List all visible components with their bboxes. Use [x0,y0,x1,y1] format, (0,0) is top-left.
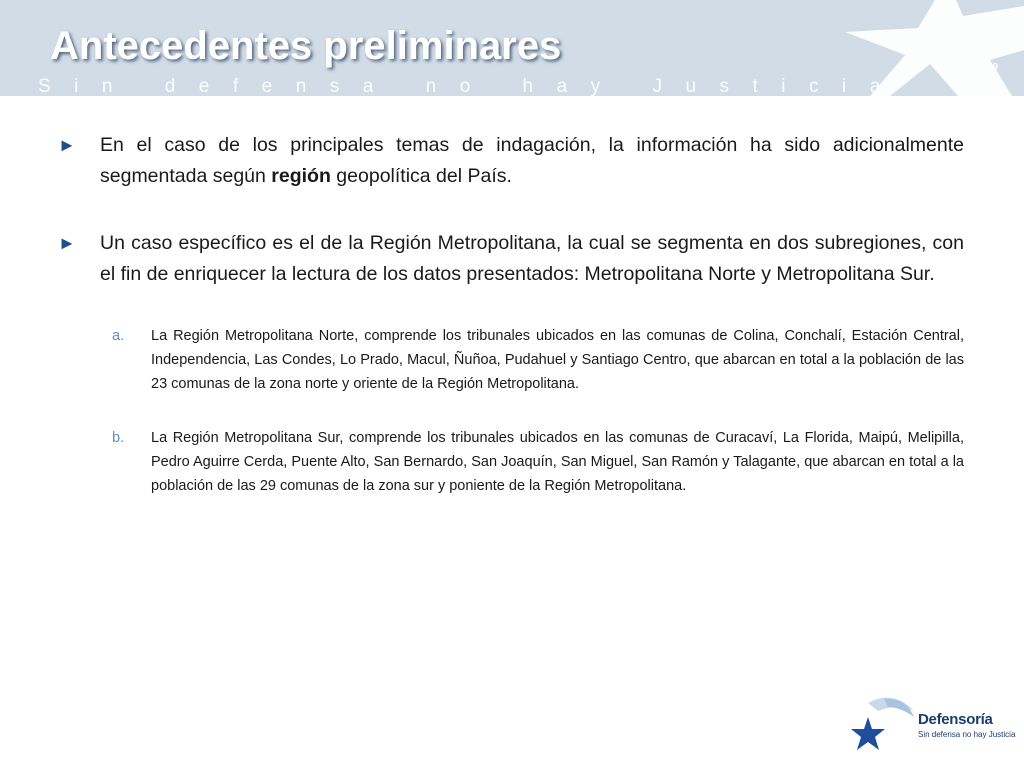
content-area [58,130,964,528]
page-title: Antecedentes preliminares [50,24,562,68]
arrow-right-icon: ► [58,135,76,155]
defensoria-logo [848,693,1016,755]
sub-list-item [112,426,964,498]
bullet-item [58,130,964,192]
page-number: 9 [992,62,998,73]
bullet-text-part: geopolítica del País. [330,165,512,187]
logo-name: Defensoría [918,711,993,728]
sub-list-text: La Región Metropolitana Norte, comprende los tribunales ubicados en las comunas de Colina, Conchalí, Estación Central, Independencia, Las Condes, Lo Prado, Macul, Ñuñoa, Pudahuel y Santiago Centro, que abarcan en total a la población de las 23 comunas de la zona norte y oriente de la Región Metropolitana. [151,328,964,392]
star-icon [848,693,918,753]
logo-subtitle: Sin defensa no hay Justicia [918,730,1016,739]
sub-list-marker: b. [112,430,125,446]
bullet-text-part: En el caso de los principales temas de indagación, la información ha sido adicionalmente segmentada según [100,134,964,187]
bullet-text [100,130,964,192]
bullet-text-bold: región [271,165,331,187]
sub-list-item [112,324,964,396]
sub-list-marker: a. [112,328,125,344]
header-tagline: Sin defensa no hay Justicia [38,76,904,97]
bullet-text: Un caso específico es el de la Región Metropolitana, la cual se segmenta en dos subregiones, con el fin de enriquecer la lectura de los datos presentados: Metropolitana Norte y Metropolitana Sur. [100,232,964,285]
bullet-item [58,228,964,290]
arrow-right-icon: ► [58,233,76,253]
sub-list-text: La Región Metropolitana Sur, comprende los tribunales ubicados en las comunas de Curacaví, La Florida, Maipú, Melipilla, Pedro Aguirre Cerda, Puente Alto, San Bernardo, San Joaquín, San Miguel, San Ramón y Talagante, que abarcan en total a la población de las 29 comunas de la zona sur y poniente de la Región Metropolitana. [151,430,964,494]
sub-list [112,324,964,498]
